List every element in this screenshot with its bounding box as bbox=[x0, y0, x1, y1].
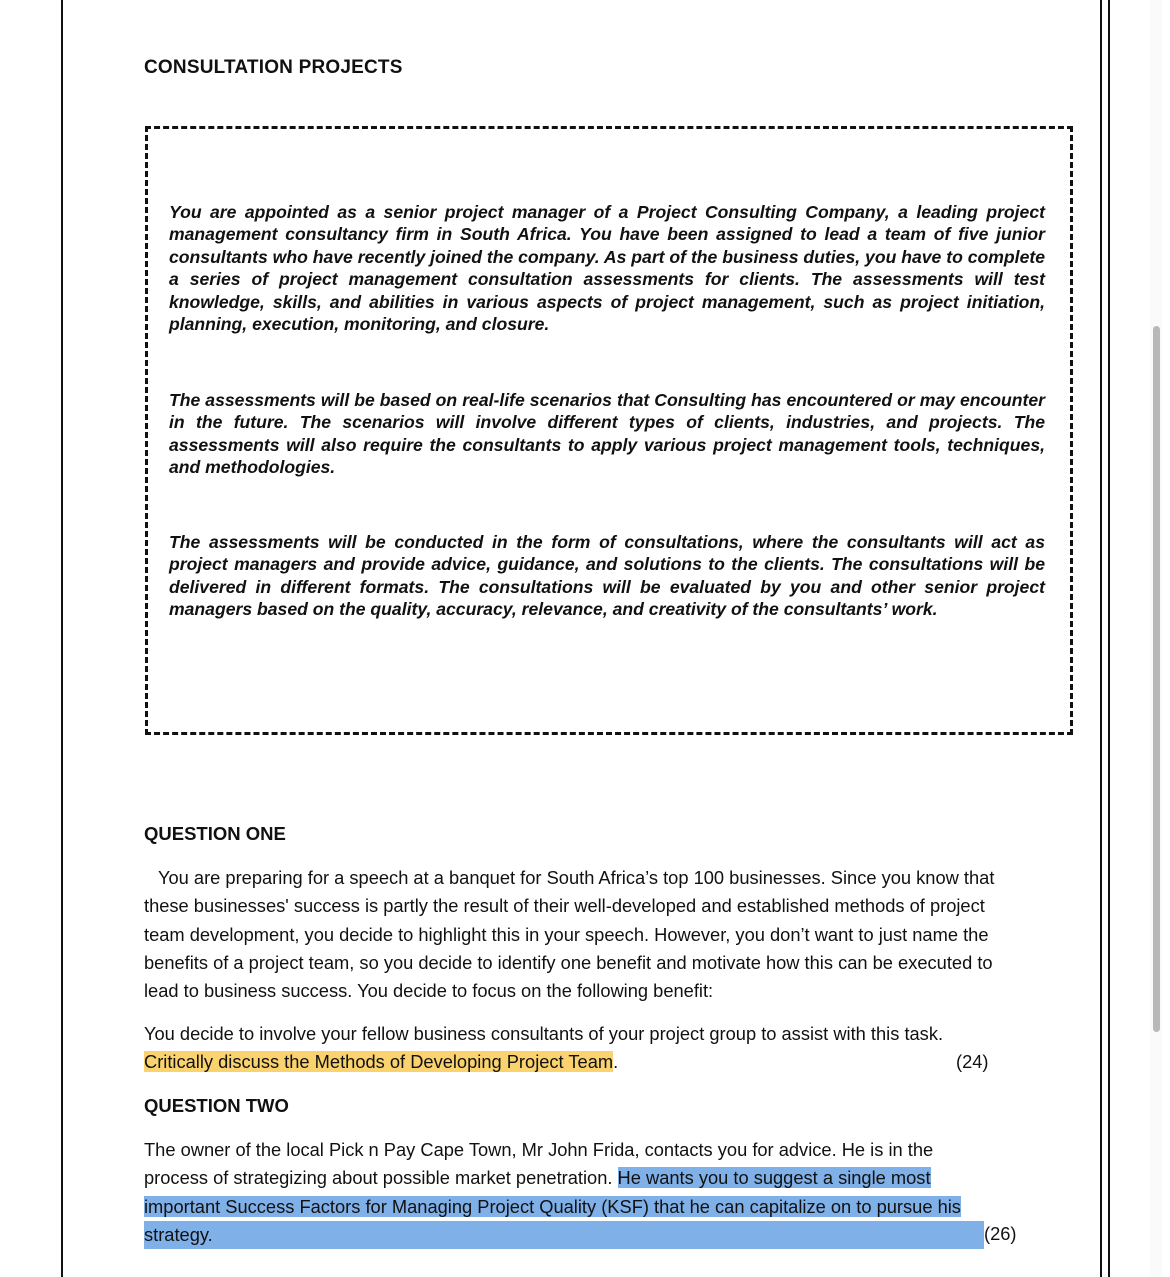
question-two-task-part-2: important Success Factors for Managing Project Quality (KSF) that he can capitalize on to pursue his bbox=[144, 1195, 961, 1217]
question-two-intro-line: The owner of the local Pick n Pay Cape Town, Mr John Frida, contacts you for advice. He is in the bbox=[144, 1139, 934, 1160]
question-one-task-end: . bbox=[613, 1051, 619, 1073]
page-border-right-double bbox=[1108, 0, 1110, 1277]
document-title: CONSULTATION PROJECTS bbox=[144, 57, 403, 78]
question-one-line-1: You decide to involve your fellow business consultants of your project group to assist with this task. bbox=[144, 1023, 944, 1044]
scenario-paragraph-3: The assessments will be conducted in the form of consultations, where the consultants will act as project managers and provide advice, guidance, and solutions to the clients. The consultations will be delivered in different formats. The consultations will be evaluated by you and other senior project managers based on the quality, accuracy, relevance, and creativity of the consultants’ work. bbox=[169, 532, 1045, 620]
question-one-heading: QUESTION ONE bbox=[144, 823, 286, 844]
question-two-heading: QUESTION TWO bbox=[144, 1095, 289, 1116]
question-two-paragraph bbox=[144, 1136, 1044, 1249]
question-one-marks: (24) bbox=[956, 1051, 989, 1072]
question-one-task-highlight: Critically discuss the Methods of Developing Project Team bbox=[144, 1051, 614, 1073]
question-one-task-block bbox=[144, 1020, 1024, 1077]
question-two-task-part-3: strategy. bbox=[144, 1221, 984, 1249]
question-two-intro-rest: process of strategizing about possible market penetration. bbox=[144, 1167, 618, 1189]
page-border-right bbox=[1100, 0, 1102, 1277]
page-border-left bbox=[61, 0, 63, 1277]
scenario-paragraph-2: The assessments will be based on real-life scenarios that Consulting has encountered or may encounter in the future. The scenarios will involve different types of clients, industries, and projects. The assessments will also require the consultants to apply various project management tools, techniques, and methodologies. bbox=[169, 390, 1045, 478]
question-two-marks: (26) bbox=[984, 1223, 1017, 1244]
scrollbar-thumb[interactable] bbox=[1153, 326, 1160, 1032]
scenario-paragraph-1: You are appointed as a senior project manager of a Project Consulting Company, a leading project management consultancy firm in South Africa. You have been assigned to lead a team of five junior consultants who have recently joined the company. As part of the business duties, you have to complete a series of project management consultation assessments for clients. The assessments will test knowledge, skills, and abilities in various aspects of project management, such as project initiation, planning, execution, monitoring, and closure. bbox=[169, 202, 1045, 335]
question-one-paragraph: You are preparing for a speech at a banquet for South Africa’s top 100 businesses. Since you know that these businesses' success is partly the result of their well-developed and established methods of project team development, you decide to highlight this in your speech. However, you don’t want to just name the benefits of a project team, so you decide to identify one benefit and motivate how this can be executed to lead to business success. You decide to focus on the following benefit: bbox=[144, 867, 995, 1002]
question-two-task-part-1: He wants you to suggest a single most bbox=[617, 1167, 931, 1189]
